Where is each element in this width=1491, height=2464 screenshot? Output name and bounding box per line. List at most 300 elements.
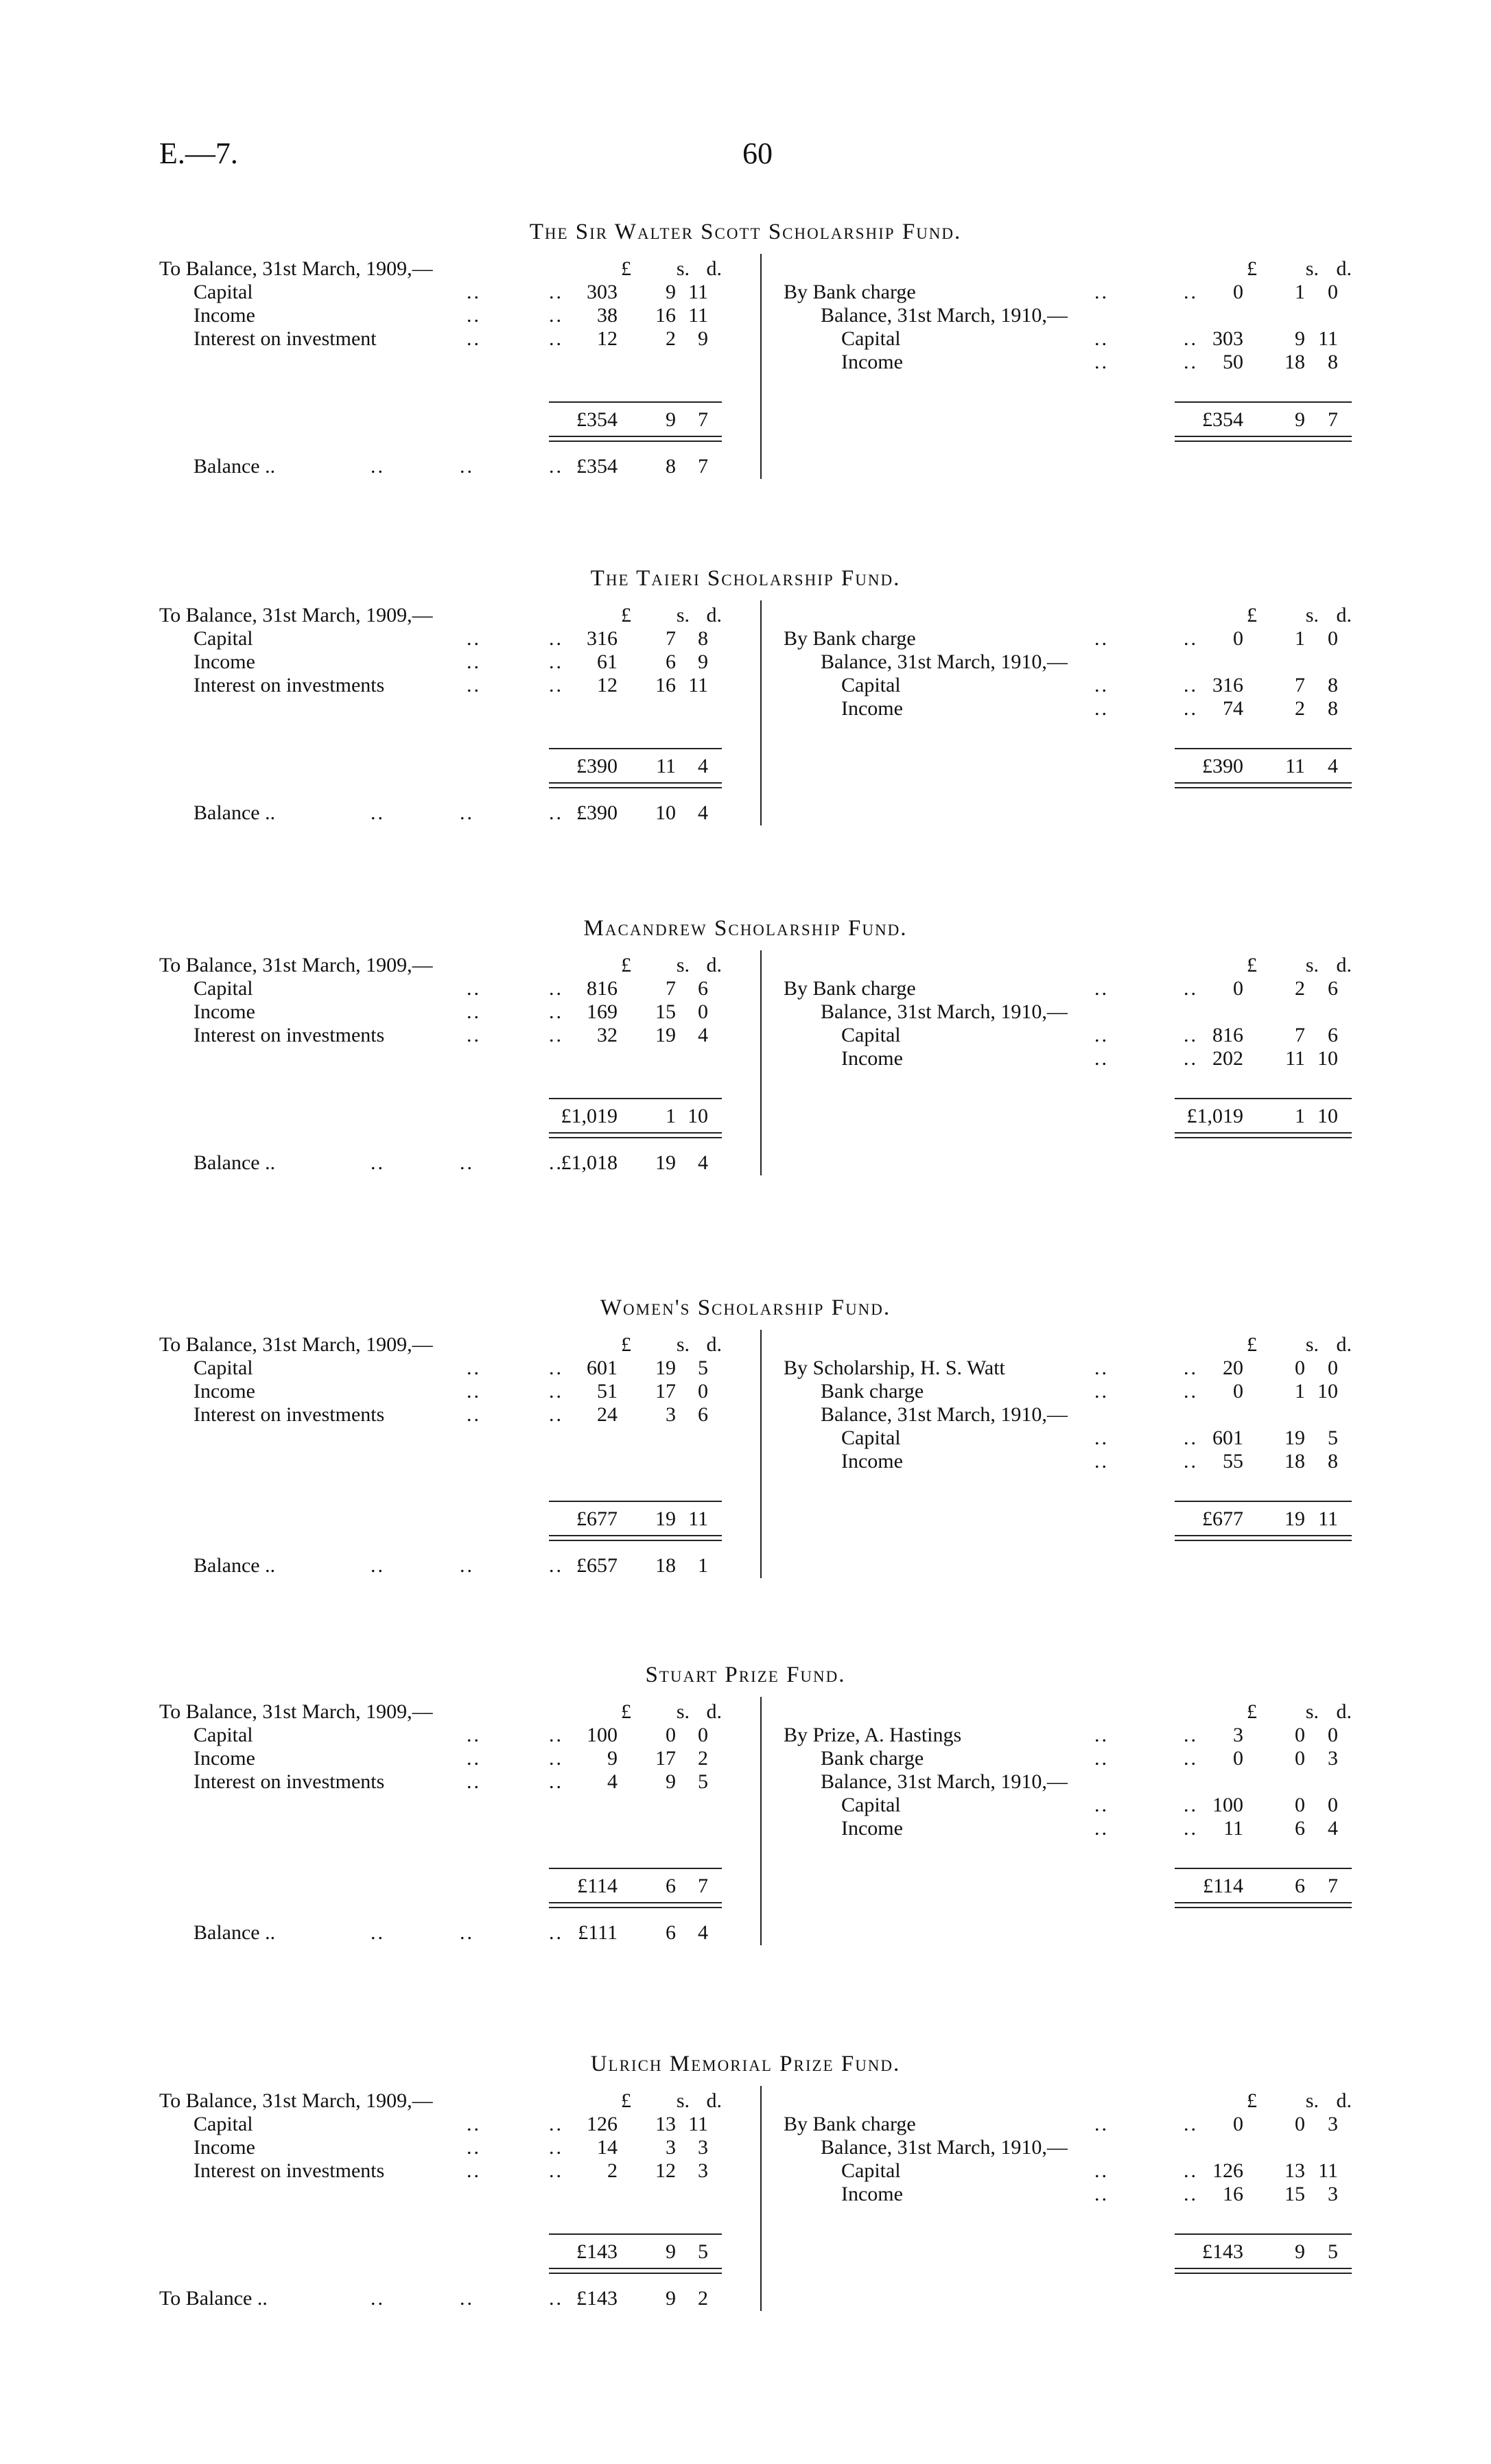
left-total-shillings: 6	[666, 1875, 676, 1897]
shillings-value: 0	[1295, 1747, 1305, 1770]
left-item-label: Income	[193, 650, 255, 673]
right-item-label: Balance, 31st March, 1910,—	[821, 1403, 1068, 1426]
left-total-shillings: 11	[656, 755, 676, 777]
pence-value: 4	[698, 1024, 708, 1046]
unit-header-right: £	[1247, 1700, 1257, 1723]
leader-dots: ..	[460, 1554, 474, 1577]
total-double-rule	[549, 787, 722, 788]
right-item-label: Capital	[841, 674, 901, 696]
leader-dots: ..	[1184, 2159, 1198, 2182]
pounds-value: 0	[1233, 1747, 1243, 1770]
leader-dots: ..	[1184, 1427, 1198, 1449]
right-item-label: Income	[841, 1817, 903, 1840]
pence-value: 3	[698, 2159, 708, 2182]
left-item-label: Interest on investments	[193, 674, 385, 696]
unit-header-left: £	[621, 954, 631, 976]
total-double-rule	[1175, 1132, 1352, 1134]
right-item-label: Income	[841, 1450, 903, 1472]
right-total-pence: 4	[1328, 755, 1338, 777]
balance-pounds: £390	[576, 801, 618, 824]
right-item-label: Capital	[841, 327, 901, 350]
unit-header-right: s.	[1305, 1333, 1319, 1356]
unit-header-right: s.	[1305, 604, 1319, 626]
leader-dots: ..	[549, 327, 563, 350]
pence-value: 3	[1328, 2113, 1338, 2135]
left-total-pounds: £390	[576, 755, 618, 777]
leader-dots: ..	[1094, 627, 1109, 650]
leader-dots: ..	[460, 801, 474, 824]
leader-dots: ..	[371, 455, 385, 478]
leader-dots: ..	[549, 281, 563, 303]
unit-header-right: s.	[1305, 2089, 1319, 2112]
unit-header-left: d.	[706, 604, 722, 626]
pence-value: 8	[1328, 1450, 1338, 1472]
total-rule	[1175, 401, 1352, 403]
shillings-value: 1	[1295, 1380, 1305, 1403]
leader-dots: ..	[467, 977, 481, 1000]
balance-label: Balance ..	[193, 1554, 276, 1577]
pence-value: 10	[1317, 1047, 1338, 1070]
total-rule	[1175, 1098, 1352, 1099]
leader-dots: ..	[1184, 1747, 1198, 1770]
shillings-value: 16	[655, 674, 676, 696]
pounds-value: 601	[587, 1357, 618, 1379]
balance-label: Balance ..	[193, 455, 276, 478]
leader-dots: ..	[1184, 281, 1198, 303]
left-total-pounds: £114	[577, 1875, 618, 1897]
shillings-value: 17	[655, 1380, 676, 1403]
pence-value: 5	[698, 1357, 708, 1379]
leader-dots: ..	[1184, 327, 1198, 350]
shillings-value: 0	[666, 1724, 676, 1746]
total-rule	[549, 2233, 722, 2235]
left-item-label: Income	[193, 304, 255, 327]
leader-dots: ..	[467, 674, 481, 696]
pence-value: 11	[1318, 2159, 1338, 2182]
right-item-label: Income	[841, 1047, 903, 1070]
pence-value: 4	[1328, 1817, 1338, 1840]
unit-header-left: s.	[676, 2089, 690, 2112]
pounds-value: 0	[1233, 281, 1243, 303]
total-rule	[549, 401, 722, 403]
balance-pence: 4	[698, 1151, 708, 1174]
leader-dots: ..	[549, 1380, 563, 1403]
left-item-label: Interest on investments	[193, 2159, 385, 2182]
pence-value: 10	[1317, 1380, 1338, 1403]
fund-title: Women's Scholarship Fund.	[600, 1295, 891, 1320]
right-item-label: By Bank charge	[784, 281, 916, 303]
fund-title: Stuart Prize Fund.	[645, 1663, 846, 1687]
balance-pence: 4	[698, 801, 708, 824]
left-item-label: Capital	[193, 281, 253, 303]
leader-dots: ..	[1094, 674, 1109, 696]
left-item-label: Income	[193, 1000, 255, 1023]
pence-value: 0	[698, 1000, 708, 1023]
balance-label: Balance ..	[193, 1921, 276, 1944]
right-total-pence: 10	[1317, 1105, 1338, 1127]
pence-value: 0	[698, 1724, 708, 1746]
right-item-label: By Prize, A. Hastings	[784, 1724, 962, 1746]
leader-dots: ..	[460, 455, 474, 478]
right-item-label: Bank charge	[821, 1380, 924, 1403]
shillings-value: 17	[655, 1747, 676, 1770]
leader-dots: ..	[1094, 1047, 1109, 1070]
leader-dots: ..	[467, 1380, 481, 1403]
column-divider	[760, 1697, 762, 1945]
unit-header-right: £	[1247, 1333, 1257, 1356]
leader-dots: ..	[467, 2136, 481, 2159]
balance-pence: 1	[698, 1554, 708, 1577]
pence-value: 6	[1328, 1024, 1338, 1046]
balance-shillings: 19	[655, 1151, 676, 1174]
fund-title: Macandrew Scholarship Fund.	[583, 916, 908, 941]
leader-dots: ..	[1094, 327, 1109, 350]
leader-dots: ..	[549, 1747, 563, 1770]
left-total-pounds: £143	[576, 2240, 618, 2263]
pence-value: 11	[1318, 327, 1338, 350]
pounds-value: 61	[597, 650, 618, 673]
leader-dots: ..	[1184, 2183, 1198, 2205]
left-item-label: Capital	[193, 627, 253, 650]
unit-header-left: d.	[706, 1700, 722, 1723]
unit-header-left: £	[621, 604, 631, 626]
balance-label: Balance ..	[193, 801, 276, 824]
unit-header-right: s.	[1305, 1700, 1319, 1723]
right-item-label: By Bank charge	[784, 627, 916, 650]
unit-header-right: £	[1247, 257, 1257, 280]
right-item-label: Capital	[841, 1024, 901, 1046]
right-item-label: By Bank charge	[784, 977, 916, 1000]
fund-block	[0, 2052, 1491, 2395]
right-item-label: Capital	[841, 1794, 901, 1816]
left-total-pence: 5	[698, 2240, 708, 2263]
balance-shillings: 8	[666, 455, 676, 478]
shillings-value: 9	[666, 281, 676, 303]
leader-dots: ..	[549, 2159, 563, 2182]
pounds-value: 38	[597, 304, 618, 327]
pounds-value: 816	[587, 977, 618, 1000]
pounds-value: 601	[1212, 1427, 1243, 1449]
unit-header-right: £	[1247, 2089, 1257, 2112]
right-total-shillings: 1	[1295, 1105, 1305, 1127]
unit-header-left: £	[621, 1333, 631, 1356]
leader-dots: ..	[460, 1151, 474, 1174]
right-item-label: Income	[841, 2183, 903, 2205]
leader-dots: ..	[549, 801, 563, 824]
leader-dots: ..	[1184, 1450, 1198, 1472]
total-rule	[1175, 748, 1352, 749]
total-double-rule	[1175, 1535, 1352, 1536]
left-heading: To Balance, 31st March, 1909,—	[159, 2089, 433, 2112]
leader-dots: ..	[1094, 1450, 1109, 1472]
unit-header-right: s.	[1305, 954, 1319, 976]
total-double-rule	[549, 1540, 722, 1541]
leader-dots: ..	[549, 977, 563, 1000]
pounds-value: 0	[1233, 977, 1243, 1000]
right-item-label: Balance, 31st March, 1910,—	[821, 2136, 1068, 2159]
total-double-rule	[549, 782, 722, 784]
left-item-label: Interest on investment	[193, 327, 377, 350]
left-item-label: Interest on investments	[193, 1024, 385, 1046]
total-rule	[1175, 1501, 1352, 1502]
right-item-label: By Bank charge	[784, 2113, 916, 2135]
page-reference: E.—7.	[159, 137, 238, 170]
pence-value: 0	[1328, 281, 1338, 303]
leader-dots: ..	[1184, 351, 1198, 373]
total-rule	[549, 1868, 722, 1869]
shillings-value: 11	[1285, 1047, 1305, 1070]
left-item-label: Income	[193, 1380, 255, 1403]
pounds-value: 0	[1233, 627, 1243, 650]
leader-dots: ..	[467, 2113, 481, 2135]
leader-dots: ..	[1184, 674, 1198, 696]
balance-shillings: 18	[655, 1554, 676, 1577]
left-total-pence: 7	[698, 1875, 708, 1897]
pounds-value: 126	[1212, 2159, 1243, 2182]
leader-dots: ..	[1094, 1357, 1109, 1379]
fund-block	[0, 566, 1491, 909]
unit-header-right: d.	[1336, 1700, 1352, 1723]
pounds-value: 16	[1223, 2183, 1243, 2205]
shillings-value: 7	[1295, 1024, 1305, 1046]
pounds-value: 316	[1212, 674, 1243, 696]
right-total-shillings: 6	[1295, 1875, 1305, 1897]
leader-dots: ..	[549, 2113, 563, 2135]
total-double-rule	[1175, 2268, 1352, 2269]
left-item-label: Income	[193, 1747, 255, 1770]
shillings-value: 19	[1284, 1427, 1305, 1449]
pence-value: 6	[698, 1403, 708, 1426]
left-total-pence: 11	[688, 1507, 708, 1530]
pence-value: 6	[1328, 977, 1338, 1000]
total-double-rule	[549, 441, 722, 442]
right-item-label: Balance, 31st March, 1910,—	[821, 1000, 1068, 1023]
pounds-value: 100	[1212, 1794, 1243, 1816]
leader-dots: ..	[467, 1403, 481, 1426]
left-item-label: Capital	[193, 1357, 253, 1379]
shillings-value: 7	[666, 977, 676, 1000]
leader-dots: ..	[467, 1724, 481, 1746]
shillings-value: 0	[1295, 1357, 1305, 1379]
pounds-value: 0	[1233, 1380, 1243, 1403]
leader-dots: ..	[1184, 2113, 1198, 2135]
pounds-value: 20	[1223, 1357, 1243, 1379]
leader-dots: ..	[549, 674, 563, 696]
pence-value: 5	[1328, 1427, 1338, 1449]
unit-header-right: d.	[1336, 2089, 1352, 2112]
shillings-value: 18	[1284, 351, 1305, 373]
left-item-label: Capital	[193, 1724, 253, 1746]
right-total-pence: 5	[1328, 2240, 1338, 2263]
shillings-value: 0	[1295, 2113, 1305, 2135]
left-total-pounds: £1,019	[561, 1105, 618, 1127]
balance-pence: 7	[698, 455, 708, 478]
pence-value: 11	[688, 281, 708, 303]
total-double-rule	[1175, 782, 1352, 784]
shillings-value: 6	[666, 650, 676, 673]
shillings-value: 18	[1284, 1450, 1305, 1472]
leader-dots: ..	[1094, 2113, 1109, 2135]
right-total-shillings: 19	[1284, 1507, 1305, 1530]
right-total-pounds: £143	[1202, 2240, 1243, 2263]
right-total-pounds: £677	[1202, 1507, 1243, 1530]
leader-dots: ..	[549, 455, 563, 478]
fund-block	[0, 1663, 1491, 2006]
right-item-label: Balance, 31st March, 1910,—	[821, 650, 1068, 673]
balance-label: To Balance ..	[159, 2287, 268, 2310]
pounds-value: 14	[597, 2136, 618, 2159]
balance-shillings: 9	[666, 2287, 676, 2310]
total-double-rule	[549, 2273, 722, 2274]
fund-title: The Taieri Scholarship Fund.	[590, 566, 901, 591]
total-double-rule	[549, 2268, 722, 2269]
leader-dots: ..	[371, 801, 385, 824]
leader-dots: ..	[460, 1921, 474, 1944]
right-item-label: Capital	[841, 1427, 901, 1449]
left-heading: To Balance, 31st March, 1909,—	[159, 257, 433, 280]
left-total-pence: 7	[698, 408, 708, 431]
total-rule	[1175, 2233, 1352, 2235]
pence-value: 11	[688, 2113, 708, 2135]
leader-dots: ..	[549, 1403, 563, 1426]
pence-value: 9	[698, 327, 708, 350]
leader-dots: ..	[549, 1724, 563, 1746]
pence-value: 0	[1328, 1357, 1338, 1379]
pounds-value: 11	[1223, 1817, 1243, 1840]
pounds-value: 4	[607, 1770, 618, 1793]
column-divider	[760, 600, 762, 825]
leader-dots: ..	[467, 281, 481, 303]
leader-dots: ..	[467, 650, 481, 673]
pounds-value: 51	[597, 1380, 618, 1403]
shillings-value: 15	[1284, 2183, 1305, 2205]
shillings-value: 0	[1295, 1724, 1305, 1746]
left-total-shillings: 9	[666, 408, 676, 431]
total-double-rule	[1175, 1902, 1352, 1903]
balance-pounds: £354	[576, 455, 618, 478]
shillings-value: 0	[1295, 1794, 1305, 1816]
leader-dots: ..	[549, 650, 563, 673]
total-double-rule	[1175, 1137, 1352, 1138]
column-divider	[760, 254, 762, 479]
right-item-label: Balance, 31st March, 1910,—	[821, 304, 1068, 327]
total-rule	[549, 1501, 722, 1502]
pounds-value: 303	[1212, 327, 1243, 350]
pounds-value: 24	[597, 1403, 618, 1426]
left-total-shillings: 9	[666, 2240, 676, 2263]
leader-dots: ..	[1094, 351, 1109, 373]
leader-dots: ..	[1184, 1817, 1198, 1840]
pounds-value: 55	[1223, 1450, 1243, 1472]
leader-dots: ..	[549, 2287, 563, 2310]
pounds-value: 100	[587, 1724, 618, 1746]
pence-value: 0	[1328, 1724, 1338, 1746]
leader-dots: ..	[371, 1921, 385, 1944]
right-item-label: Capital	[841, 2159, 901, 2182]
leader-dots: ..	[1184, 1724, 1198, 1746]
fund-title: Ulrich Memorial Prize Fund.	[590, 2052, 901, 2076]
unit-header-left: s.	[676, 1700, 690, 1723]
balance-shillings: 6	[666, 1921, 676, 1944]
unit-header-left: d.	[706, 257, 722, 280]
leader-dots: ..	[460, 2287, 474, 2310]
right-item-label: Income	[841, 697, 903, 720]
right-item-label: Bank charge	[821, 1747, 924, 1770]
leader-dots: ..	[549, 304, 563, 327]
leader-dots: ..	[1094, 697, 1109, 720]
right-item-label: Income	[841, 351, 903, 373]
unit-header-left: d.	[706, 2089, 722, 2112]
right-total-pounds: £114	[1203, 1875, 1243, 1897]
leader-dots: ..	[1184, 977, 1198, 1000]
right-item-label: Balance, 31st March, 1910,—	[821, 1770, 1068, 1793]
leader-dots: ..	[467, 1770, 481, 1793]
pence-value: 11	[688, 674, 708, 696]
leader-dots: ..	[467, 304, 481, 327]
shillings-value: 7	[666, 627, 676, 650]
unit-header-left: d.	[706, 954, 722, 976]
pounds-value: 126	[587, 2113, 618, 2135]
pounds-value: 12	[597, 674, 618, 696]
shillings-value: 19	[655, 1357, 676, 1379]
balance-label: Balance ..	[193, 1151, 276, 1174]
pence-value: 3	[1328, 2183, 1338, 2205]
pence-value: 5	[698, 1770, 708, 1793]
left-item-label: Capital	[193, 2113, 253, 2135]
shillings-value: 1	[1295, 627, 1305, 650]
shillings-value: 19	[655, 1024, 676, 1046]
right-total-pounds: £390	[1202, 755, 1243, 777]
shillings-value: 3	[666, 1403, 676, 1426]
leader-dots: ..	[1094, 2159, 1109, 2182]
left-total-pence: 4	[698, 755, 708, 777]
pence-value: 11	[688, 304, 708, 327]
leader-dots: ..	[1184, 627, 1198, 650]
unit-header-right: d.	[1336, 954, 1352, 976]
total-double-rule	[1175, 441, 1352, 442]
shillings-value: 12	[655, 2159, 676, 2182]
shillings-value: 13	[1284, 2159, 1305, 2182]
total-double-rule	[549, 1535, 722, 1536]
pounds-value: 9	[607, 1747, 618, 1770]
left-item-label: Income	[193, 2136, 255, 2159]
left-total-pence: 10	[688, 1105, 708, 1127]
unit-header-right: £	[1247, 954, 1257, 976]
leader-dots: ..	[549, 2136, 563, 2159]
left-heading: To Balance, 31st March, 1909,—	[159, 1333, 433, 1356]
unit-header-left: £	[621, 257, 631, 280]
leader-dots: ..	[1184, 1024, 1198, 1046]
left-total-pounds: £677	[576, 1507, 618, 1530]
shillings-value: 1	[1295, 281, 1305, 303]
leader-dots: ..	[1094, 1024, 1109, 1046]
shillings-value: 2	[1295, 697, 1305, 720]
balance-pounds: £1,018	[561, 1151, 618, 1174]
leader-dots: ..	[1184, 697, 1198, 720]
leader-dots: ..	[1094, 1747, 1109, 1770]
leader-dots: ..	[467, 1000, 481, 1023]
unit-header-left: s.	[676, 954, 690, 976]
total-double-rule	[1175, 787, 1352, 788]
pence-value: 6	[698, 977, 708, 1000]
pence-value: 8	[1328, 351, 1338, 373]
leader-dots: ..	[549, 1770, 563, 1793]
unit-header-right: d.	[1336, 1333, 1352, 1356]
pence-value: 3	[698, 2136, 708, 2159]
right-total-shillings: 9	[1295, 2240, 1305, 2263]
left-heading: To Balance, 31st March, 1909,—	[159, 954, 433, 976]
leader-dots: ..	[1094, 1817, 1109, 1840]
